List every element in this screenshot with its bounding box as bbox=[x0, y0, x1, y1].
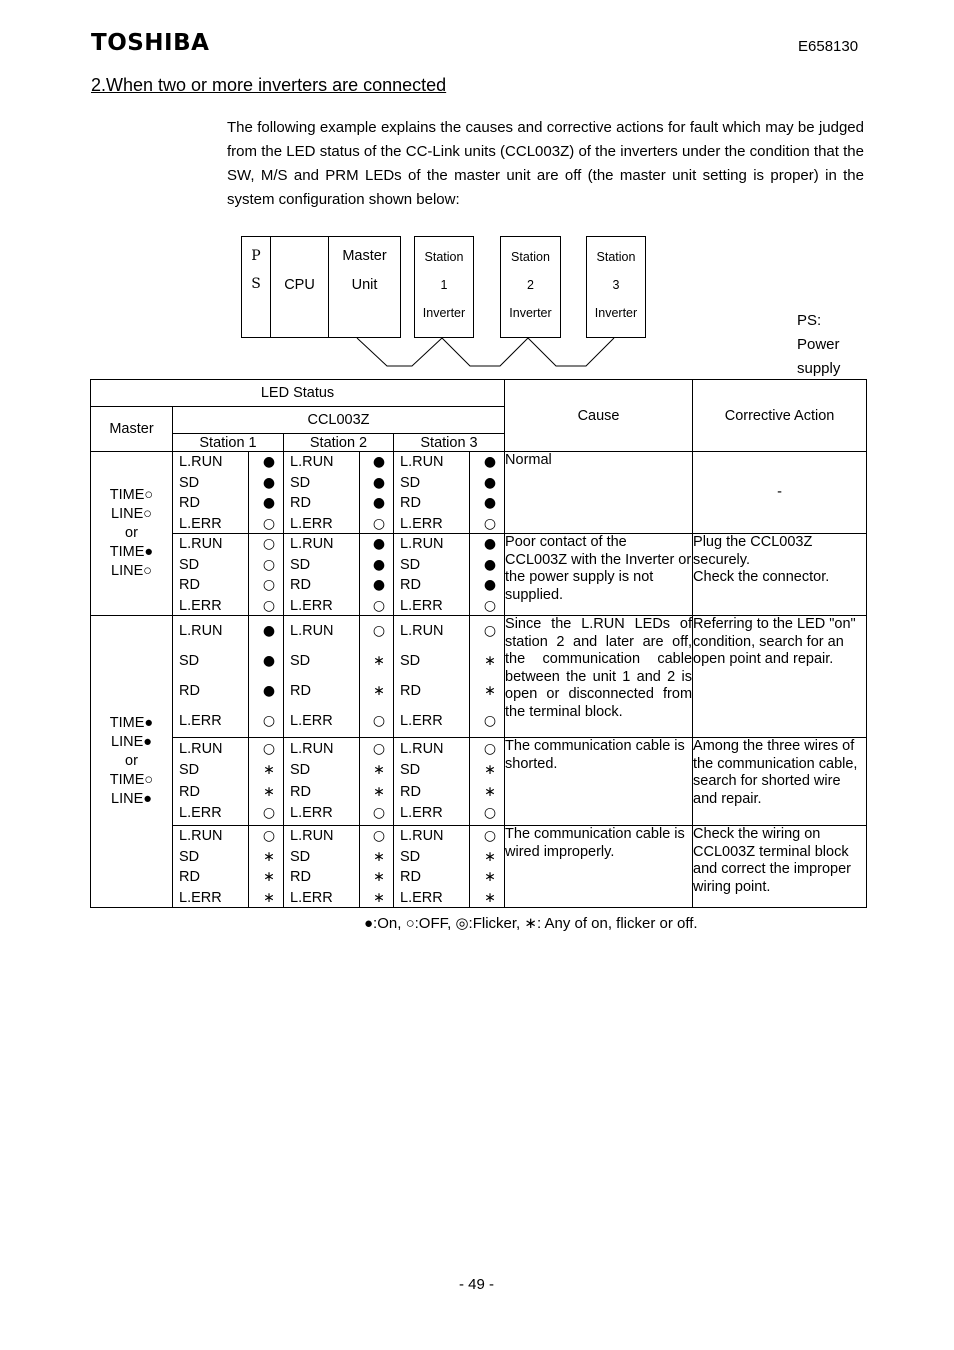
master-state-line: LINE● bbox=[111, 734, 152, 750]
led-name: L.RUN bbox=[179, 536, 223, 552]
master-state-line: LINE○ bbox=[111, 506, 152, 522]
led-column-divider bbox=[359, 616, 360, 737]
led-name: RD bbox=[290, 495, 311, 511]
corrective-action-header: Corrective Action bbox=[693, 380, 867, 452]
led-column-divider bbox=[469, 616, 470, 737]
led-name: L.RUN bbox=[400, 536, 444, 552]
table-row bbox=[91, 534, 867, 616]
led-name: L.ERR bbox=[290, 515, 333, 532]
led-state-symbol: ∗ bbox=[373, 869, 385, 885]
communication-cable bbox=[350, 336, 620, 370]
led-state-symbol: ● bbox=[483, 495, 497, 511]
master-led-state bbox=[91, 616, 173, 908]
station-1-inverter: Inverter bbox=[422, 306, 466, 320]
led-state-symbol: ● bbox=[483, 454, 497, 470]
led-state-symbol: ○ bbox=[372, 597, 386, 614]
led-state-symbol: ● bbox=[372, 536, 386, 552]
corrective-action-cell: Plug the CCL003Z securely. Check the connector. bbox=[693, 534, 867, 616]
led-list bbox=[394, 826, 504, 906]
led-name: L.RUN bbox=[290, 828, 334, 844]
led-indicator bbox=[400, 555, 498, 576]
led-list bbox=[394, 616, 504, 736]
station-3-inverter: Inverter bbox=[594, 306, 638, 320]
led-indicator bbox=[290, 473, 387, 494]
station-3-number: 3 bbox=[612, 278, 620, 292]
master-state-line: or bbox=[125, 525, 138, 541]
led-list bbox=[173, 534, 283, 614]
led-state-symbol: ○ bbox=[262, 740, 276, 757]
cause-cell: The communication cable is wired improperly. bbox=[505, 826, 693, 908]
master-state-line: TIME● bbox=[109, 715, 154, 731]
led-indicator bbox=[179, 452, 277, 473]
led-column-divider bbox=[248, 616, 249, 737]
led-column-divider bbox=[359, 738, 360, 825]
led-name: RD bbox=[290, 577, 311, 593]
led-state-symbol: ∗ bbox=[484, 869, 496, 885]
led-name: L.RUN bbox=[400, 740, 444, 757]
led-name: L.RUN bbox=[179, 622, 223, 639]
led-name: L.RUN bbox=[179, 740, 223, 757]
led-name: RD bbox=[179, 869, 200, 885]
led-name: L.ERR bbox=[290, 805, 333, 821]
led-indicator bbox=[290, 596, 387, 617]
led-indicator bbox=[290, 760, 387, 781]
ps-label-p: P bbox=[251, 248, 261, 264]
section-heading: 2.When two or more inverters are connected bbox=[91, 75, 447, 95]
station-2-box bbox=[500, 236, 561, 338]
station-2-header: Station 2 bbox=[284, 434, 394, 452]
led-indicator bbox=[179, 555, 277, 576]
cable-segment-2 bbox=[442, 338, 528, 366]
master-unit-box bbox=[328, 236, 401, 338]
led-name: L.ERR bbox=[400, 889, 443, 906]
station-2-label: Station bbox=[511, 250, 550, 264]
led-name: L.ERR bbox=[400, 597, 443, 614]
station-3-box bbox=[586, 236, 646, 338]
led-indicator bbox=[290, 493, 387, 514]
led-name: RD bbox=[290, 869, 311, 885]
led-indicator bbox=[290, 621, 387, 642]
led-state-symbol: ∗ bbox=[373, 889, 385, 906]
led-state-symbol: ∗ bbox=[484, 762, 496, 778]
cause-cell: Since the L.RUN LEDs of station 2 and later are off, the communication cable between the unit 1 and 2 is open or disconnected from the terminal block. bbox=[505, 616, 693, 738]
led-indicator bbox=[179, 473, 277, 494]
led-name: SD bbox=[400, 848, 421, 865]
led-indicator bbox=[400, 596, 498, 617]
cause-header: Cause bbox=[505, 380, 693, 452]
led-indicator bbox=[179, 596, 277, 617]
led-state-symbol: ○ bbox=[262, 515, 276, 532]
led-column-divider bbox=[469, 826, 470, 907]
led-indicator bbox=[179, 826, 277, 847]
led-state-symbol: ● bbox=[262, 652, 276, 669]
led-state-symbol: ○ bbox=[483, 622, 497, 639]
led-name: SD bbox=[179, 848, 200, 865]
led-name: L.ERR bbox=[290, 597, 333, 614]
led-state-symbol: ○ bbox=[483, 597, 497, 614]
station-2-leds bbox=[284, 826, 394, 908]
led-name: L.RUN bbox=[400, 454, 444, 470]
led-state-symbol: ● bbox=[262, 474, 276, 491]
intro-paragraph: The following example explains the causes and corrective actions for fault which may be judged from the LED status of the CC-Link units (CCL003Z) of the inverters under the condition that the SW, M/S and PRM LEDs of the master unit are off (the master unit setting is proper) in the system configuration shown below: bbox=[227, 119, 864, 208]
led-indicator bbox=[290, 555, 387, 576]
led-state-symbol: ● bbox=[372, 495, 386, 511]
led-indicator bbox=[179, 760, 277, 781]
led-state-symbol: ○ bbox=[262, 828, 276, 844]
led-indicator bbox=[400, 760, 498, 781]
ps-note-line-3: supply bbox=[797, 360, 841, 377]
led-name: SD bbox=[400, 474, 421, 491]
led-state-symbol: ● bbox=[483, 536, 497, 552]
led-state-symbol: ○ bbox=[262, 805, 276, 821]
station-1-leds bbox=[173, 826, 284, 908]
led-list bbox=[284, 738, 393, 824]
power-supply-box bbox=[241, 236, 271, 338]
led-indicator bbox=[400, 711, 498, 732]
station-3-leds bbox=[394, 826, 505, 908]
led-indicator bbox=[179, 711, 277, 732]
cpu-label: CPU bbox=[284, 277, 315, 293]
led-indicator bbox=[400, 803, 498, 824]
led-indicator bbox=[179, 681, 277, 702]
station-2-number: 2 bbox=[527, 278, 534, 292]
led-name: L.ERR bbox=[290, 712, 333, 729]
page-number: - 49 - bbox=[459, 1276, 495, 1293]
led-column-divider bbox=[248, 738, 249, 825]
station-2-leds bbox=[284, 534, 394, 616]
station-1-leds bbox=[173, 738, 284, 826]
led-indicator bbox=[179, 803, 277, 824]
station-3-label: Station bbox=[596, 250, 636, 264]
led-indicator bbox=[290, 803, 387, 824]
led-list bbox=[173, 738, 283, 824]
led-list bbox=[394, 534, 504, 614]
led-state-symbol: ○ bbox=[372, 622, 386, 639]
led-list bbox=[173, 452, 283, 532]
led-name: L.RUN bbox=[179, 454, 223, 470]
led-state-symbol: ● bbox=[262, 622, 276, 639]
led-indicator bbox=[179, 651, 277, 672]
led-state-symbol: ∗ bbox=[373, 762, 385, 778]
led-indicator bbox=[179, 514, 277, 535]
led-name: L.RUN bbox=[290, 622, 334, 639]
led-indicator bbox=[179, 575, 277, 596]
led-indicator bbox=[290, 782, 387, 803]
led-state-symbol: ∗ bbox=[484, 889, 496, 906]
led-name: RD bbox=[400, 783, 421, 800]
master-state-line: TIME○ bbox=[109, 772, 154, 788]
corrective-action-cell: Among the three wires of the communication cable, search for shorted wire and repair. bbox=[693, 738, 867, 826]
led-state-symbol: ● bbox=[262, 495, 276, 511]
table-row bbox=[91, 826, 867, 908]
led-list bbox=[173, 616, 283, 736]
master-header: Master bbox=[91, 407, 173, 452]
led-name: RD bbox=[179, 783, 200, 800]
led-name: L.RUN bbox=[400, 622, 444, 639]
station-1-header: Station 1 bbox=[173, 434, 284, 452]
led-indicator bbox=[179, 493, 277, 514]
led-indicator bbox=[179, 867, 277, 888]
station-3-leds bbox=[394, 616, 505, 738]
led-state-symbol: ● bbox=[262, 454, 276, 470]
led-indicator bbox=[400, 575, 498, 596]
led-state-symbol: ○ bbox=[262, 712, 276, 729]
led-indicator bbox=[400, 782, 498, 803]
led-name: L.ERR bbox=[179, 712, 222, 729]
led-name: SD bbox=[179, 652, 200, 669]
led-state-symbol: ○ bbox=[483, 828, 497, 844]
table-row bbox=[91, 738, 867, 826]
station-3-leds bbox=[394, 452, 505, 534]
led-name: L.ERR bbox=[290, 889, 333, 906]
led-name: L.ERR bbox=[400, 712, 443, 729]
led-name: SD bbox=[179, 556, 200, 573]
led-list bbox=[284, 826, 393, 906]
led-state-symbol: ∗ bbox=[484, 682, 496, 699]
led-indicator bbox=[400, 473, 498, 494]
led-name: SD bbox=[290, 474, 311, 491]
led-name: RD bbox=[179, 682, 200, 699]
led-list bbox=[394, 452, 504, 532]
led-indicator bbox=[290, 681, 387, 702]
master-state-line: TIME● bbox=[109, 544, 154, 560]
led-name: SD bbox=[290, 762, 311, 778]
led-state-symbol: ∗ bbox=[263, 783, 275, 800]
led-name: SD bbox=[290, 652, 311, 669]
led-list bbox=[284, 616, 393, 736]
led-state-symbol: ∗ bbox=[263, 762, 275, 778]
led-state-symbol: ∗ bbox=[373, 682, 385, 699]
led-list bbox=[284, 452, 393, 532]
led-state-symbol: ● bbox=[372, 577, 386, 593]
led-indicator bbox=[400, 534, 498, 555]
led-status-table bbox=[90, 379, 867, 908]
led-name: L.ERR bbox=[179, 515, 222, 532]
led-state-symbol: ○ bbox=[262, 556, 276, 573]
led-name: RD bbox=[400, 495, 421, 511]
cause-cell: The communication cable is shorted. bbox=[505, 738, 693, 826]
ps-note bbox=[797, 309, 840, 381]
led-indicator bbox=[179, 739, 277, 760]
master-led-state bbox=[91, 452, 173, 616]
led-indicator bbox=[290, 514, 387, 535]
master-state-line: LINE● bbox=[111, 791, 152, 807]
led-state-symbol: ○ bbox=[483, 515, 497, 532]
led-indicator bbox=[179, 782, 277, 803]
led-state-symbol: ∗ bbox=[373, 652, 385, 669]
led-name: SD bbox=[400, 556, 421, 573]
led-indicator bbox=[290, 826, 387, 847]
led-list bbox=[394, 738, 504, 824]
toshiba-logo: TOSHIBA bbox=[91, 30, 210, 56]
corrective-action-cell: - bbox=[693, 452, 867, 534]
led-list bbox=[173, 826, 283, 906]
master-state-line: or bbox=[125, 753, 138, 769]
led-indicator bbox=[400, 739, 498, 760]
led-list bbox=[284, 534, 393, 614]
ps-note-line-2: Power bbox=[797, 336, 840, 353]
led-table-body bbox=[91, 452, 867, 908]
led-state-symbol: ∗ bbox=[263, 848, 275, 865]
led-indicator bbox=[400, 847, 498, 868]
led-name: L.RUN bbox=[290, 740, 334, 757]
led-name: RD bbox=[179, 495, 200, 511]
station-1-label: Station bbox=[424, 250, 464, 264]
master-label: Master bbox=[342, 248, 387, 264]
led-state-symbol: ○ bbox=[262, 577, 276, 593]
led-column-divider bbox=[248, 534, 249, 615]
led-indicator bbox=[290, 739, 387, 760]
led-indicator bbox=[290, 452, 387, 473]
master-state-line: LINE○ bbox=[111, 563, 152, 579]
led-name: RD bbox=[290, 783, 311, 800]
led-state-symbol: ● bbox=[483, 577, 497, 593]
led-state-symbol: ● bbox=[372, 474, 386, 491]
cause-cell: Poor contact of the CCL003Z with the Inverter or the power supply is not supplied. bbox=[505, 534, 693, 616]
corrective-action-cell: Check the wiring on CCL003Z terminal block and correct the improper wiring point. bbox=[693, 826, 867, 908]
document-number: E658130 bbox=[798, 38, 859, 55]
station-2-inverter: Inverter bbox=[509, 306, 552, 320]
led-state-symbol: ○ bbox=[483, 805, 497, 821]
led-indicator bbox=[179, 621, 277, 642]
led-name: L.ERR bbox=[179, 597, 222, 614]
led-indicator bbox=[400, 452, 498, 473]
station-2-leds bbox=[284, 452, 394, 534]
led-name: L.RUN bbox=[400, 828, 444, 844]
led-name: L.RUN bbox=[290, 536, 334, 552]
led-column-divider bbox=[359, 826, 360, 907]
led-indicator bbox=[400, 681, 498, 702]
led-indicator bbox=[400, 621, 498, 642]
led-indicator bbox=[400, 826, 498, 847]
led-indicator bbox=[290, 711, 387, 732]
cpu-box bbox=[270, 236, 329, 338]
led-state-symbol: ∗ bbox=[484, 783, 496, 800]
led-column-divider bbox=[469, 738, 470, 825]
led-state-symbol: ∗ bbox=[373, 848, 385, 865]
led-column-divider bbox=[248, 452, 249, 533]
led-indicator bbox=[290, 847, 387, 868]
ps-label-s: S bbox=[251, 276, 261, 292]
led-column-divider bbox=[469, 452, 470, 533]
led-name: SD bbox=[290, 848, 311, 865]
led-indicator bbox=[400, 493, 498, 514]
led-state-symbol: ○ bbox=[372, 740, 386, 757]
led-column-divider bbox=[359, 534, 360, 615]
unit-label: Unit bbox=[351, 277, 378, 293]
station-2-leds bbox=[284, 738, 394, 826]
led-indicator bbox=[290, 534, 387, 555]
led-state-symbol: ● bbox=[483, 474, 497, 491]
led-state-symbol: ○ bbox=[372, 515, 386, 532]
led-name: L.RUN bbox=[179, 828, 223, 844]
led-indicator bbox=[400, 514, 498, 535]
led-name: RD bbox=[290, 682, 311, 699]
led-indicator bbox=[179, 888, 277, 909]
led-name: SD bbox=[400, 652, 421, 669]
station-1-leds bbox=[173, 452, 284, 534]
led-state-symbol: ∗ bbox=[373, 783, 385, 800]
led-state-symbol: ∗ bbox=[484, 652, 496, 669]
led-indicator bbox=[400, 888, 498, 909]
table-row bbox=[91, 452, 867, 534]
led-column-divider bbox=[248, 826, 249, 907]
led-column-divider bbox=[469, 534, 470, 615]
led-name: SD bbox=[400, 762, 421, 778]
led-name: SD bbox=[290, 556, 311, 573]
led-indicator bbox=[400, 651, 498, 672]
led-state-symbol: ∗ bbox=[263, 869, 275, 885]
led-name: SD bbox=[179, 474, 200, 491]
led-state-symbol: ○ bbox=[372, 712, 386, 729]
cable-segment-3 bbox=[528, 338, 614, 366]
led-name: RD bbox=[400, 577, 421, 593]
table-row bbox=[91, 616, 867, 738]
led-name: L.ERR bbox=[400, 805, 443, 821]
master-state-line: TIME○ bbox=[109, 487, 154, 503]
led-state-symbol: ● bbox=[372, 454, 386, 470]
led-status-header: LED Status bbox=[91, 380, 505, 407]
cause-cell: Normal bbox=[505, 452, 693, 534]
led-state-symbol: ● bbox=[372, 556, 386, 573]
led-indicator bbox=[290, 575, 387, 596]
corrective-action-cell: Referring to the LED "on" condition, search for an open point and repair. bbox=[693, 616, 867, 738]
led-state-symbol: ○ bbox=[483, 740, 497, 757]
led-name: RD bbox=[400, 869, 421, 885]
led-indicator bbox=[290, 867, 387, 888]
led-state-symbol: ○ bbox=[483, 712, 497, 729]
led-name: L.ERR bbox=[179, 889, 222, 906]
station-1-box bbox=[414, 236, 474, 338]
led-name: L.ERR bbox=[400, 515, 443, 532]
led-name: SD bbox=[179, 762, 200, 778]
station-2-leds bbox=[284, 616, 394, 738]
station-1-leds bbox=[173, 616, 284, 738]
ccl003z-header: CCL003Z bbox=[173, 407, 505, 434]
cable-segment-1 bbox=[357, 338, 442, 366]
led-state-symbol: ● bbox=[483, 556, 497, 573]
led-column-divider bbox=[359, 452, 360, 533]
led-name: RD bbox=[179, 577, 200, 593]
led-state-symbol: ○ bbox=[372, 805, 386, 821]
legend: ●:On, ○:OFF, ◎:Flicker, ∗: Any of on, flicker or off. bbox=[364, 915, 698, 932]
station-1-number: 1 bbox=[440, 278, 448, 292]
led-indicator bbox=[290, 651, 387, 672]
led-state-symbol: ∗ bbox=[263, 889, 275, 906]
station-1-leds bbox=[173, 534, 284, 616]
led-name: L.RUN bbox=[290, 454, 334, 470]
led-state-symbol: ○ bbox=[262, 536, 276, 552]
led-name: RD bbox=[400, 682, 421, 699]
ps-note-line-1: PS: bbox=[797, 312, 822, 329]
led-state-symbol: ● bbox=[262, 682, 276, 699]
led-indicator bbox=[179, 847, 277, 868]
led-state-symbol: ○ bbox=[372, 828, 386, 844]
led-indicator bbox=[400, 867, 498, 888]
led-state-symbol: ∗ bbox=[484, 848, 496, 865]
led-name: L.ERR bbox=[179, 805, 222, 821]
station-3-leds bbox=[394, 534, 505, 616]
led-state-symbol: ○ bbox=[262, 597, 276, 614]
led-indicator bbox=[179, 534, 277, 555]
station-3-leds bbox=[394, 738, 505, 826]
station-3-header: Station 3 bbox=[394, 434, 505, 452]
led-indicator bbox=[290, 888, 387, 909]
